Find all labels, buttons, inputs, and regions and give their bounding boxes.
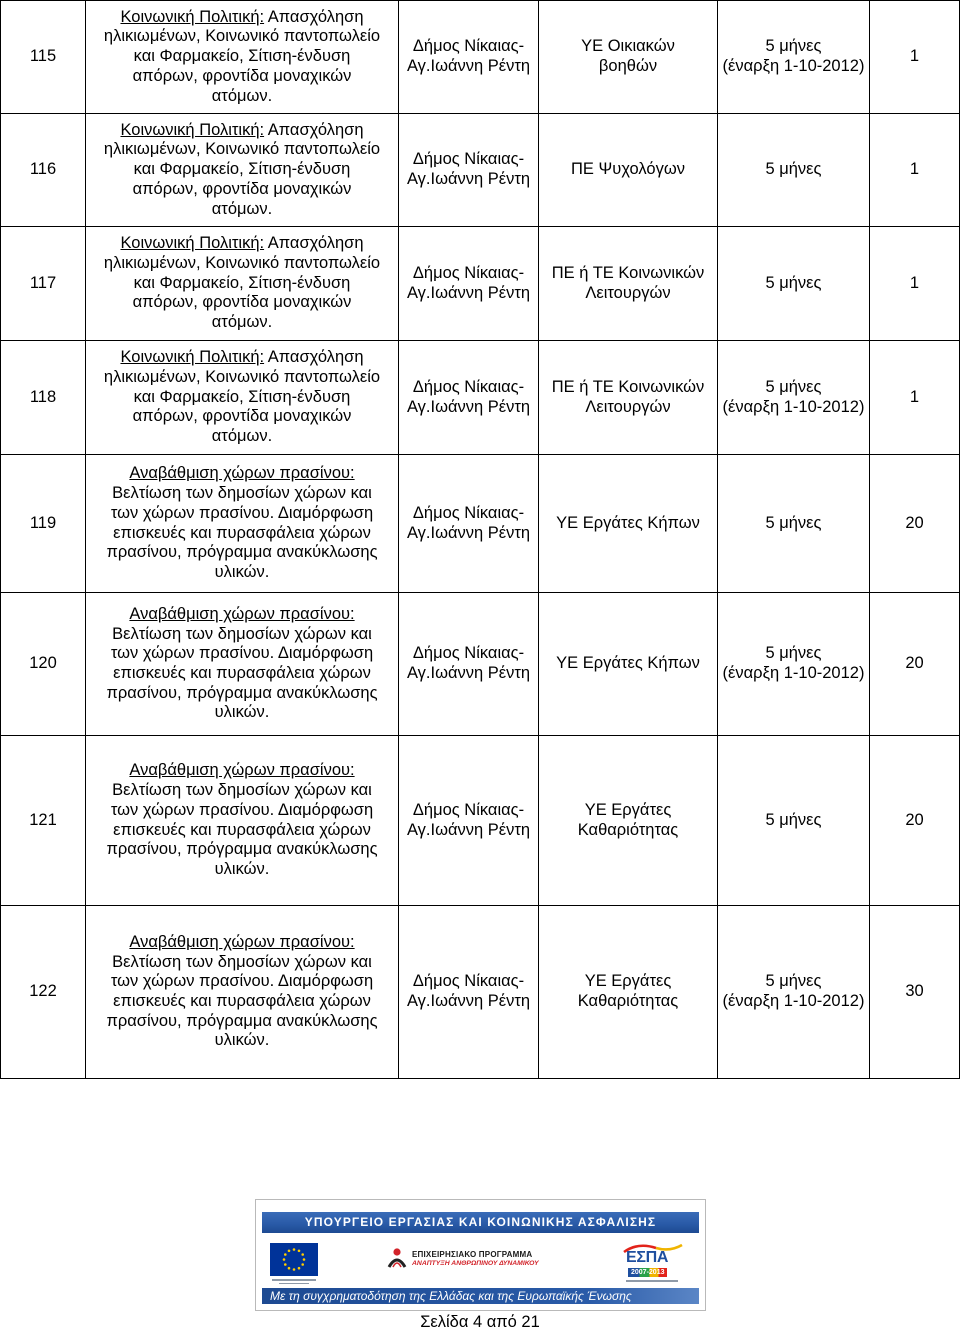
description-cell — [86, 906, 399, 1079]
description-heading: Κοινωνική Πολιτική: — [120, 234, 265, 253]
description-text: Απασχόληση — [267, 234, 364, 253]
description-heading: Αναβάθμιση χώρων πρασίνου: — [129, 932, 355, 951]
specialty-line: ΠΕ ή ΤΕ Κοινωνικών — [551, 263, 705, 282]
description-line: ατόμων. — [211, 199, 273, 218]
description-line: επισκευές και πυρασφάλεια χώρων — [113, 523, 371, 542]
specialty-line: Καθαριότητας — [577, 992, 679, 1010]
description-line: των χώρων πρασίνου. Διαμόρφωση — [110, 644, 374, 663]
duration-line: 5 μήνες — [765, 377, 822, 396]
description-line: απόρων, φροντίδα μοναχικών — [132, 179, 352, 198]
specialty-cell — [539, 455, 718, 593]
row-number: 119 — [29, 513, 57, 532]
description-line: πρασίνου, πρόγραμμα ανακύκλωσης — [106, 543, 378, 562]
positions-count: 20 — [905, 513, 924, 532]
table-row — [1, 227, 960, 341]
eu-flag-icon — [270, 1243, 318, 1276]
positions-count: 20 — [905, 654, 924, 673]
specialty-line: βοηθών — [598, 57, 658, 75]
description-text: Απασχόληση — [267, 7, 364, 26]
specialty-cell — [539, 593, 718, 736]
op-logo-icon — [387, 1247, 407, 1269]
description-line: απόρων, φροντίδα μοναχικών — [132, 407, 352, 426]
table-row — [1, 1, 960, 114]
table-row — [1, 736, 960, 906]
description-line: Βελτίωση των δημοσίων χώρων και — [112, 781, 372, 800]
location-line: Αγ.Ιωάννη Ρέντη — [406, 57, 531, 75]
cofunding-band — [262, 1288, 699, 1304]
table-row — [1, 341, 960, 455]
specialty-cell — [539, 1, 718, 114]
duration-cell — [718, 114, 870, 227]
location-cell — [399, 455, 539, 593]
location-line: Αγ.Ιωάννη Ρέντη — [406, 397, 531, 416]
specialty-line: Λειτουργών — [585, 283, 671, 302]
row-number-cell — [1, 593, 86, 736]
duration-cell — [718, 736, 870, 906]
location-cell — [399, 341, 539, 455]
description-line: ατόμων. — [211, 313, 273, 332]
duration-cell — [718, 906, 870, 1079]
duration-line: (έναρξη 1-10-2012) — [722, 397, 865, 416]
description-line: των χώρων πρασίνου. Διαμόρφωση — [110, 503, 374, 522]
description-line: υλικών. — [214, 562, 270, 581]
duration-cell — [718, 593, 870, 736]
description-line: απόρων, φροντίδα μοναχικών — [132, 293, 352, 312]
row-number: 122 — [29, 982, 57, 1001]
positions-count: 30 — [905, 982, 924, 1001]
description-line: και Φαρμακείο, Σίτιση-ένδυση — [133, 273, 351, 292]
description-cell — [86, 114, 399, 227]
specialty-cell — [539, 114, 718, 227]
specialty-line: ΥΕ Εργάτες — [584, 972, 672, 991]
op-title-line-2: ΑΝΑΠΤΥΞΗ ΑΝΘΡΩΠΙΝΟΥ ΔΥΝΑΜΙΚΟΥ — [412, 1260, 539, 1267]
location-line: Δήμος Νίκαιας- — [412, 37, 525, 56]
row-number-cell — [1, 455, 86, 593]
table-row — [1, 593, 960, 736]
specialty-line: Καθαριότητας — [577, 820, 679, 839]
location-cell — [399, 1, 539, 114]
location-line: Αγ.Ιωάννη Ρέντη — [406, 820, 531, 839]
description-cell — [86, 341, 399, 455]
row-number-cell — [1, 227, 86, 341]
positions-cell — [870, 227, 960, 341]
duration-line: 5 μήνες — [765, 513, 822, 532]
description-first-line — [86, 605, 398, 625]
positions-count: 20 — [905, 810, 924, 829]
description-line: πρασίνου, πρόγραμμα ανακύκλωσης — [106, 1011, 378, 1030]
description-line: και Φαρμακείο, Σίτιση-ένδυση — [133, 160, 351, 179]
location-line: Δήμος Νίκαιας- — [412, 150, 525, 169]
specialty-line: ΥΕ Εργάτες — [584, 800, 672, 819]
positions-cell — [870, 455, 960, 593]
cofunding-banner — [255, 1199, 706, 1311]
specialty-line: ΥΕ Οικιακών — [581, 37, 675, 56]
espa-wordmark: ΕΣΠΑ — [626, 1249, 669, 1266]
specialty-cell — [539, 736, 718, 906]
duration-line: 5 μήνες — [765, 37, 822, 56]
row-number: 121 — [29, 810, 57, 829]
location-cell — [399, 906, 539, 1079]
espa-years: 2007-2013 — [628, 1268, 667, 1277]
row-number-cell — [1, 341, 86, 455]
description-cell — [86, 455, 399, 593]
op-title-line-1: ΕΠΙΧΕΙΡΗΣΙΑΚΟ ΠΡΟΓΡΑΜΜΑ — [412, 1250, 533, 1259]
description-line: ηλικιωμένων, Κοινωνικό παντοπωλείο — [103, 367, 381, 386]
description-line: ατόμων. — [211, 427, 273, 446]
description-first-line — [86, 8, 398, 28]
duration-line: 5 μήνες — [765, 972, 822, 991]
location-line: Δήμος Νίκαιας- — [412, 644, 525, 663]
ministry-name: ΥΠΟΥΡΓΕΙΟ ΕΡΓΑΣΙΑΣ ΚΑΙ ΚΟΙΝΩΝΙΚΗΣ ΑΣΦΑΛΙΣΗΣ — [304, 1215, 657, 1229]
description-first-line — [86, 933, 398, 953]
duration-line: 5 μήνες — [765, 644, 822, 663]
description-line: των χώρων πρασίνου. Διαμόρφωση — [110, 972, 374, 991]
table-row — [1, 455, 960, 593]
description-first-line — [86, 464, 398, 484]
row-number-cell — [1, 906, 86, 1079]
specialty-cell — [539, 227, 718, 341]
description-line: Βελτίωση των δημοσίων χώρων και — [112, 952, 372, 971]
description-cell — [86, 1, 399, 114]
location-line: Δήμος Νίκαιας- — [412, 263, 525, 282]
description-line: των χώρων πρασίνου. Διαμόρφωση — [110, 800, 374, 819]
op-title — [412, 1250, 539, 1268]
description-first-line — [86, 348, 398, 368]
specialty-cell — [539, 341, 718, 455]
positions-cell — [870, 736, 960, 906]
description-line: ατόμων. — [211, 86, 273, 105]
row-number-cell — [1, 736, 86, 906]
location-cell — [399, 593, 539, 736]
duration-cell — [718, 455, 870, 593]
page-number: Σελίδα 4 από 21 — [420, 1313, 540, 1331]
location-line: Αγ.Ιωάννη Ρέντη — [406, 523, 531, 542]
description-line: και Φαρμακείο, Σίτιση-ένδυση — [133, 387, 351, 406]
specialty-line: ΥΕ Εργάτες Κήπων — [556, 654, 700, 673]
description-first-line — [86, 761, 398, 781]
location-line: Δήμος Νίκαιας- — [412, 503, 525, 522]
row-number: 117 — [29, 273, 57, 292]
eu-caption — [272, 1279, 316, 1286]
description-line: πρασίνου, πρόγραμμα ανακύκλωσης — [106, 840, 378, 859]
positions-cell — [870, 906, 960, 1079]
description-heading: Αναβάθμιση χώρων πρασίνου: — [129, 464, 355, 483]
location-line: Αγ.Ιωάννη Ρέντη — [406, 170, 531, 188]
table-body — [1, 1, 960, 1079]
location-cell — [399, 114, 539, 227]
location-line: Αγ.Ιωάννη Ρέντη — [406, 664, 531, 682]
specialty-line: ΠΕ ή ΤΕ Κοινωνικών — [551, 377, 705, 396]
location-line: Αγ.Ιωάννη Ρέντη — [406, 992, 531, 1010]
row-number: 118 — [29, 387, 57, 406]
row-number-cell — [1, 1, 86, 114]
location-line: Αγ.Ιωάννη Ρέντη — [406, 283, 531, 302]
description-line: επισκευές και πυρασφάλεια χώρων — [113, 992, 371, 1010]
positions-count: 1 — [909, 160, 920, 179]
positions-count: 1 — [909, 387, 920, 406]
location-cell — [399, 227, 539, 341]
description-line: ηλικιωμένων, Κοινωνικό παντοπωλείο — [103, 140, 381, 159]
description-text: Απασχόληση — [267, 348, 364, 367]
duration-line: (έναρξη 1-10-2012) — [722, 57, 865, 75]
description-cell — [86, 227, 399, 341]
duration-cell — [718, 1, 870, 114]
description-line: υλικών. — [214, 1031, 270, 1050]
description-cell — [86, 593, 399, 736]
duration-line: (έναρξη 1-10-2012) — [722, 992, 865, 1010]
duration-line: 5 μήνες — [765, 160, 822, 179]
specialty-line: ΥΕ Εργάτες Κήπων — [556, 513, 700, 532]
positions-cell — [870, 593, 960, 736]
row-number: 115 — [29, 47, 57, 66]
description-text: Απασχόληση — [267, 120, 364, 139]
location-line: Δήμος Νίκαιας- — [412, 800, 525, 819]
location-line: Δήμος Νίκαιας- — [412, 377, 525, 396]
positions-cell — [870, 341, 960, 455]
positions-cell — [870, 1, 960, 114]
description-first-line — [86, 234, 398, 254]
description-line: ηλικιωμένων, Κοινωνικό παντοπωλείο — [103, 253, 381, 272]
description-line: Βελτίωση των δημοσίων χώρων και — [112, 624, 372, 643]
description-first-line — [86, 121, 398, 141]
table-row — [1, 114, 960, 227]
espa-logo — [616, 1242, 690, 1285]
location-line: Δήμος Νίκαιας- — [412, 972, 525, 991]
ministry-band — [262, 1212, 699, 1233]
duration-cell — [718, 341, 870, 455]
specialty-line: ΠΕ Ψυχολόγων — [571, 160, 685, 179]
positions-count: 1 — [909, 47, 920, 66]
table-row — [1, 906, 960, 1079]
description-heading: Κοινωνική Πολιτική: — [120, 348, 265, 367]
duration-cell — [718, 227, 870, 341]
duration-line: (έναρξη 1-10-2012) — [722, 664, 865, 682]
positions-count: 1 — [909, 273, 920, 292]
description-line: υλικών. — [214, 703, 270, 722]
description-line: ηλικιωμένων, Κοινωνικό παντοπωλείο — [103, 27, 381, 46]
cofunding-text: Με τη συγχρηματοδότηση της Ελλάδας και της Ευρωπαϊκής Ένωσης — [270, 1289, 632, 1303]
espa-caption — [626, 1280, 678, 1282]
description-line: απόρων, φροντίδα μοναχικών — [132, 66, 352, 85]
positions-cell — [870, 114, 960, 227]
row-number-cell — [1, 114, 86, 227]
duration-line: 5 μήνες — [765, 273, 822, 292]
description-heading: Κοινωνική Πολιτική: — [120, 7, 265, 26]
description-line: επισκευές και πυρασφάλεια χώρων — [113, 664, 371, 682]
location-cell — [399, 736, 539, 906]
description-heading: Αναβάθμιση χώρων πρασίνου: — [129, 761, 355, 780]
row-number: 120 — [29, 654, 57, 673]
description-line: υλικών. — [214, 859, 270, 878]
description-heading: Κοινωνική Πολιτική: — [120, 120, 265, 139]
duration-line: 5 μήνες — [765, 810, 822, 829]
row-number: 116 — [29, 160, 57, 179]
description-line: επισκευές και πυρασφάλεια χώρων — [113, 820, 371, 839]
description-line: πρασίνου, πρόγραμμα ανακύκλωσης — [106, 683, 378, 702]
specialty-cell — [539, 906, 718, 1079]
specialty-line: Λειτουργών — [585, 397, 671, 416]
description-line: Βελτίωση των δημοσίων χώρων και — [112, 484, 372, 503]
description-cell — [86, 736, 399, 906]
description-heading: Αναβάθμιση χώρων πρασίνου: — [129, 604, 355, 623]
description-line: και Φαρμακείο, Σίτιση-ένδυση — [133, 47, 351, 66]
